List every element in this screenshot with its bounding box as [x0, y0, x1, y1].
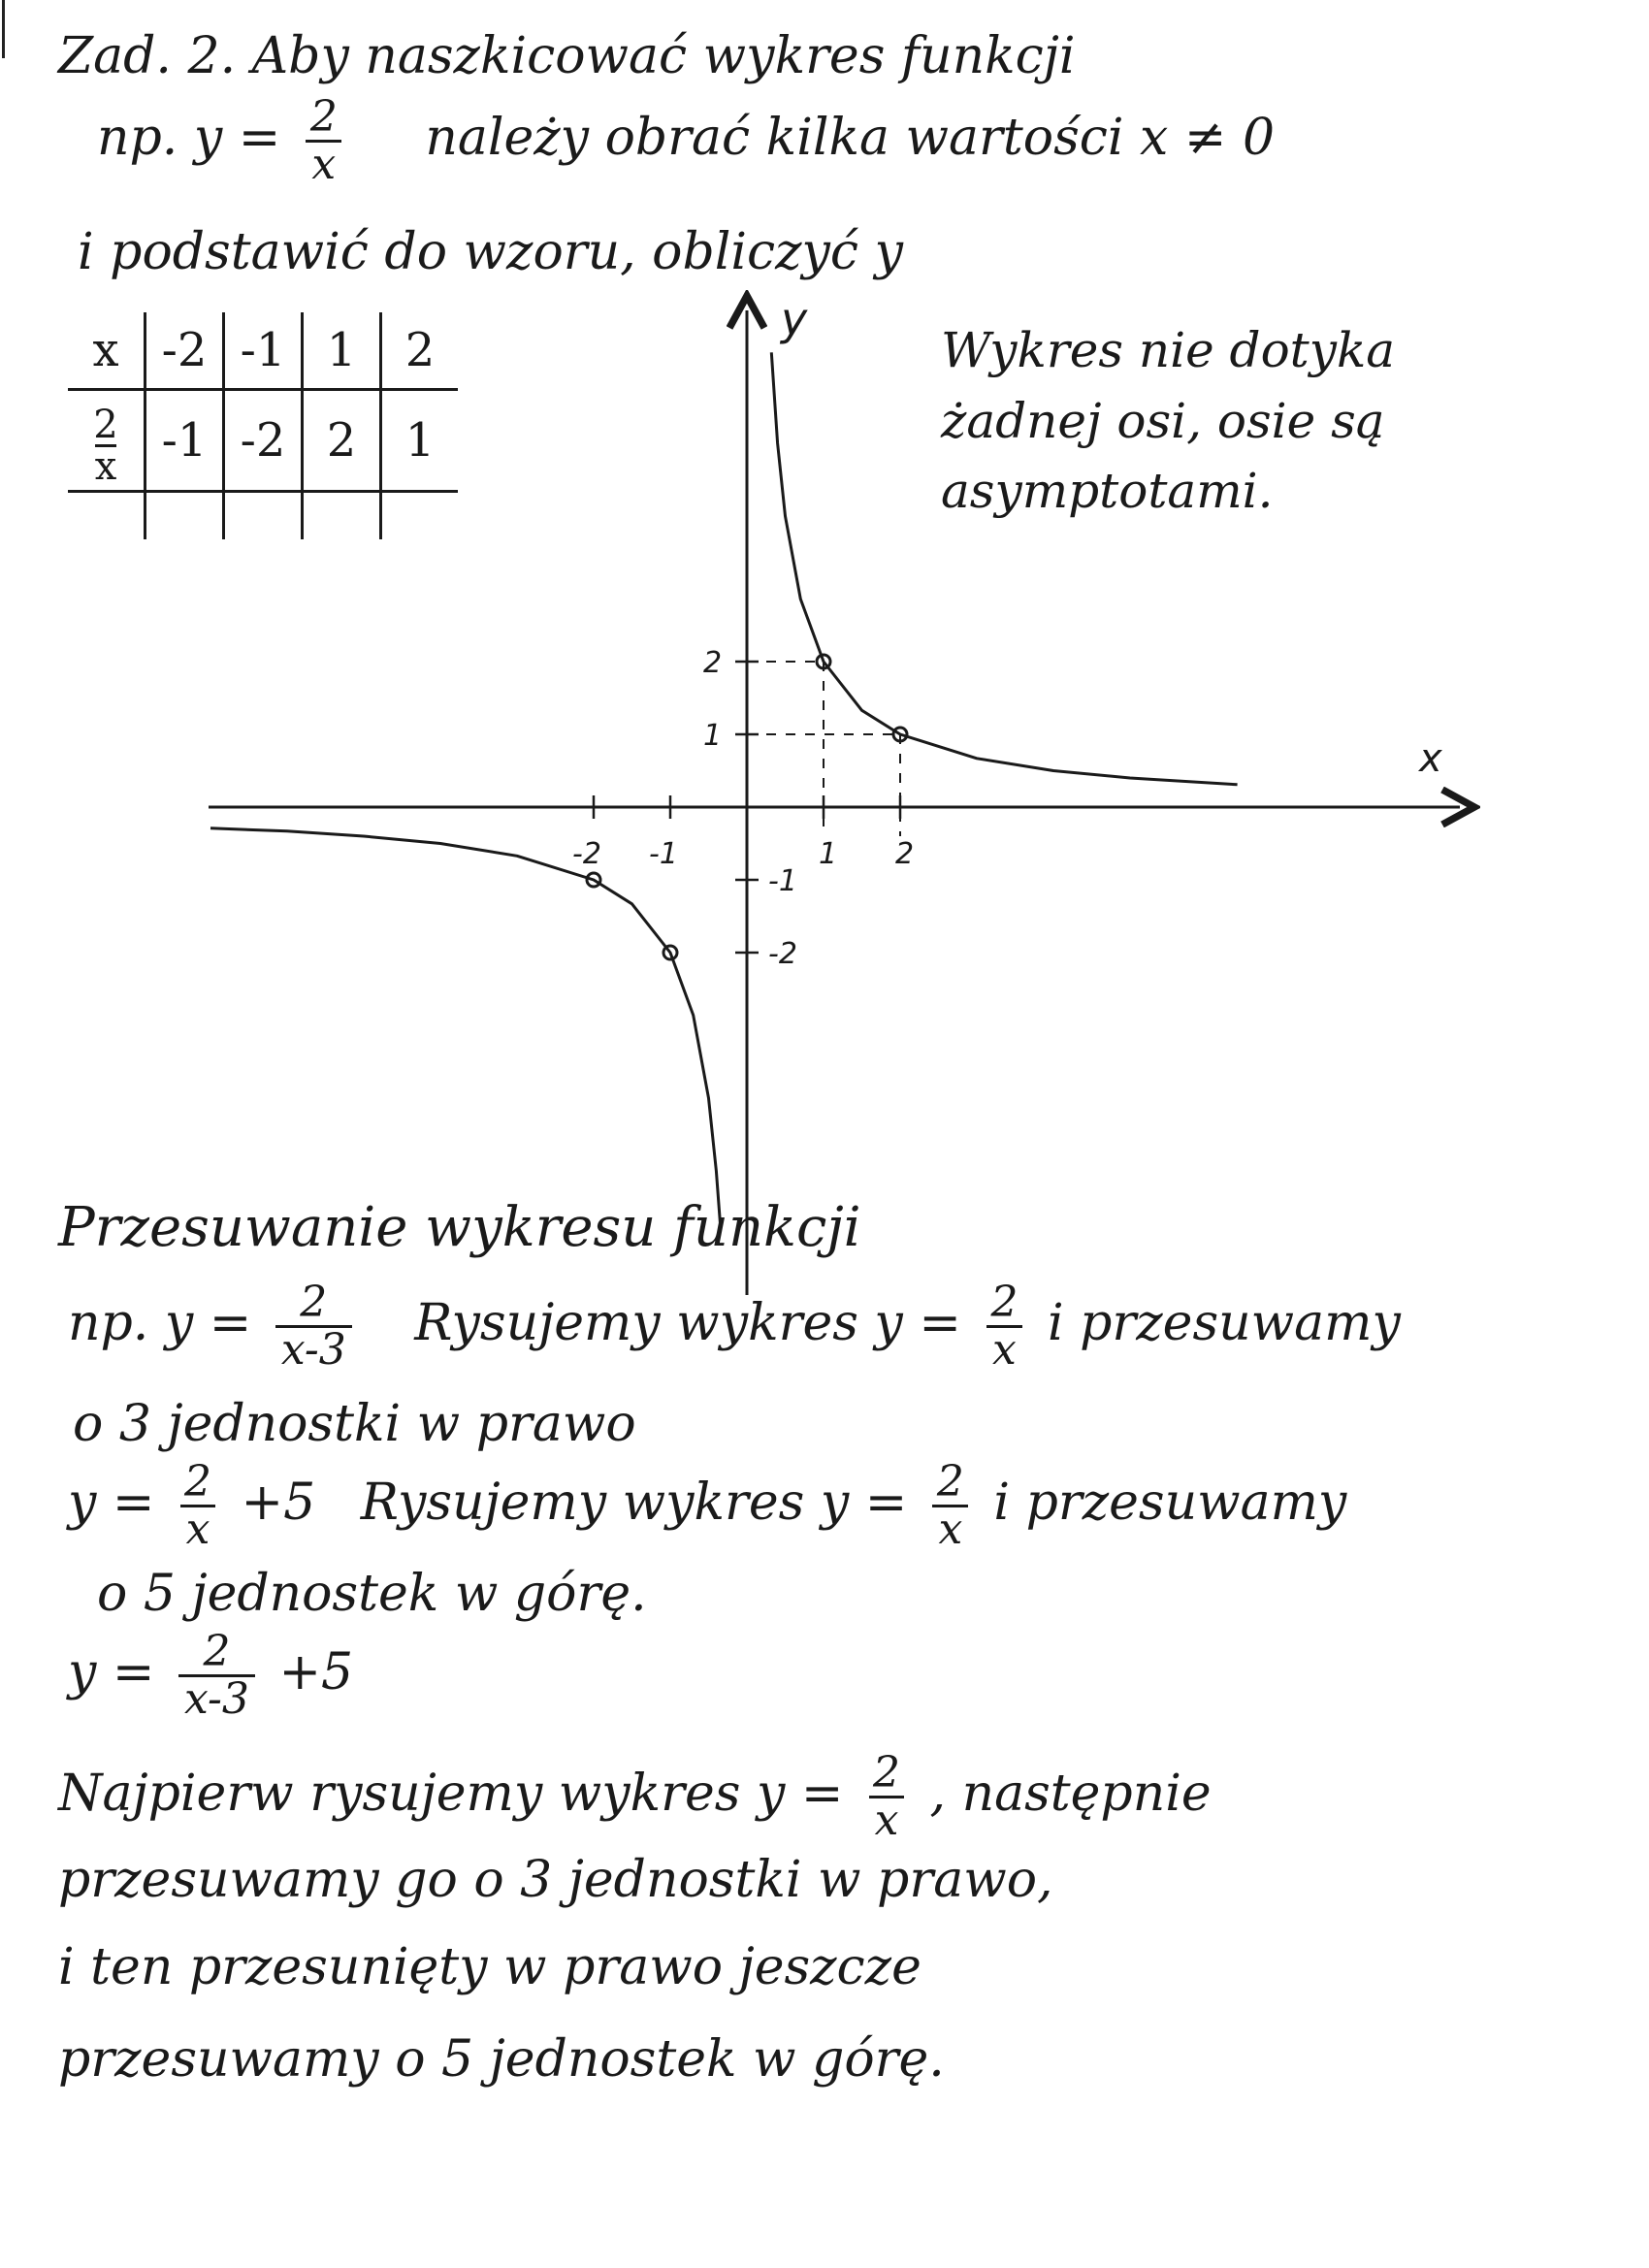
final1-num: 2 — [872, 1748, 900, 1798]
header-fraction-num: 2 — [309, 92, 338, 142]
note-line-1: Wykres nie dotyka — [941, 322, 1396, 378]
table-x-cell: 2 — [381, 312, 459, 390]
x-tick-label: -2 — [572, 837, 601, 871]
ex2-suffix: i przesuwamy — [993, 1474, 1347, 1533]
ex1-den-2: x — [986, 1325, 1022, 1373]
series-line-0 — [771, 352, 1237, 785]
shift-example-1 — [68, 1278, 1401, 1376]
final1-den: x — [869, 1796, 905, 1843]
x-axis-label: x — [1419, 736, 1442, 781]
y-tick-label: 1 — [703, 719, 723, 753]
ex2-prefix: y = — [68, 1474, 155, 1533]
y-tick-label: -1 — [768, 864, 797, 898]
table-y-cell: -1 — [146, 390, 224, 492]
final1-prefix: Najpierw rysujemy wykres y = — [58, 1765, 844, 1824]
shift-example-2-line-2: o 5 jednostek w górę. — [97, 1565, 647, 1623]
note-line-2: żadnej osi, osie są — [941, 392, 1385, 449]
shift-example-3 — [68, 1627, 354, 1725]
table-x-cell: -2 — [146, 312, 224, 390]
ex3-num: 2 — [203, 1627, 231, 1676]
x-tick-label: -1 — [649, 837, 678, 871]
ex1-den: x-3 — [275, 1325, 352, 1373]
ex2-den-2: x — [932, 1505, 968, 1552]
ex2-den: x — [180, 1505, 216, 1552]
ex1-num: 2 — [300, 1278, 328, 1327]
ex2-num: 2 — [184, 1457, 212, 1507]
ex2-plus: +5 — [241, 1474, 316, 1533]
y-tick-label: 2 — [703, 646, 723, 680]
ex1-mid: Rysujemy wykres y = — [414, 1294, 961, 1353]
ex1-prefix: np. y = — [68, 1294, 252, 1353]
ex2-fraction-2 — [931, 1457, 970, 1555]
series-line-1 — [210, 828, 720, 1223]
shift-example-1-line-2: o 3 jednostki w prawo — [73, 1395, 636, 1453]
shift-title: Przesuwanie wykresu funkcji — [58, 1196, 861, 1259]
final1-suffix: , następnie — [929, 1765, 1212, 1824]
header-fraction-den: x — [306, 140, 341, 187]
x-tick-label: 2 — [895, 837, 915, 871]
shift-example-2 — [68, 1457, 1347, 1555]
final-line-2: przesuwamy go o 3 jednostki w prawo, — [58, 1851, 1053, 1909]
header-line-1: Zad. 2. Aby naszkicować wykres funkcji — [58, 27, 1076, 85]
ex3-den: x-3 — [178, 1674, 255, 1722]
curve-series — [210, 352, 1238, 1222]
y-axis-label: y — [781, 293, 808, 345]
ex1-fraction-2 — [985, 1278, 1023, 1376]
table-f-den: x — [94, 444, 117, 489]
ex3-prefix: y = — [68, 1643, 155, 1702]
header-line-2-suffix: należy obrać kilka wartości x ≠ 0 — [425, 109, 1276, 168]
ex2-mid: Rysujemy wykres y = — [360, 1474, 908, 1533]
ex1-num-2: 2 — [990, 1278, 1018, 1327]
final-line-3: i ten przesunięty w prawo jeszcze — [58, 1938, 922, 1996]
ex3-plus: +5 — [278, 1643, 354, 1702]
ex1-suffix: i przesuwamy — [1047, 1294, 1401, 1353]
table-y-cell: 2 — [303, 390, 381, 492]
ex2-num-2: 2 — [936, 1457, 964, 1507]
table-x-cell: -1 — [224, 312, 303, 390]
final1-fraction — [867, 1748, 906, 1846]
table-x-cell: 1 — [303, 312, 381, 390]
table-y-cell: 1 — [381, 390, 459, 492]
y-tick-label: -2 — [768, 937, 797, 971]
note-line-3: asymptotami. — [941, 463, 1274, 519]
final-line-1 — [58, 1748, 1212, 1846]
ex2-fraction — [178, 1457, 217, 1555]
table-y-cell: -2 — [224, 390, 303, 492]
table-f-num: 2 — [93, 403, 118, 447]
table-x-label: x — [68, 312, 146, 390]
x-tick-label: 1 — [819, 837, 838, 871]
ex3-fraction — [178, 1627, 255, 1725]
final-line-4: przesuwamy o 5 jednostek w górę. — [58, 2030, 945, 2089]
ex1-fraction — [275, 1278, 352, 1376]
header-line-2-prefix: np. y = — [97, 109, 281, 168]
header-line-3: i podstawić do wzoru, obliczyć y — [78, 223, 903, 281]
